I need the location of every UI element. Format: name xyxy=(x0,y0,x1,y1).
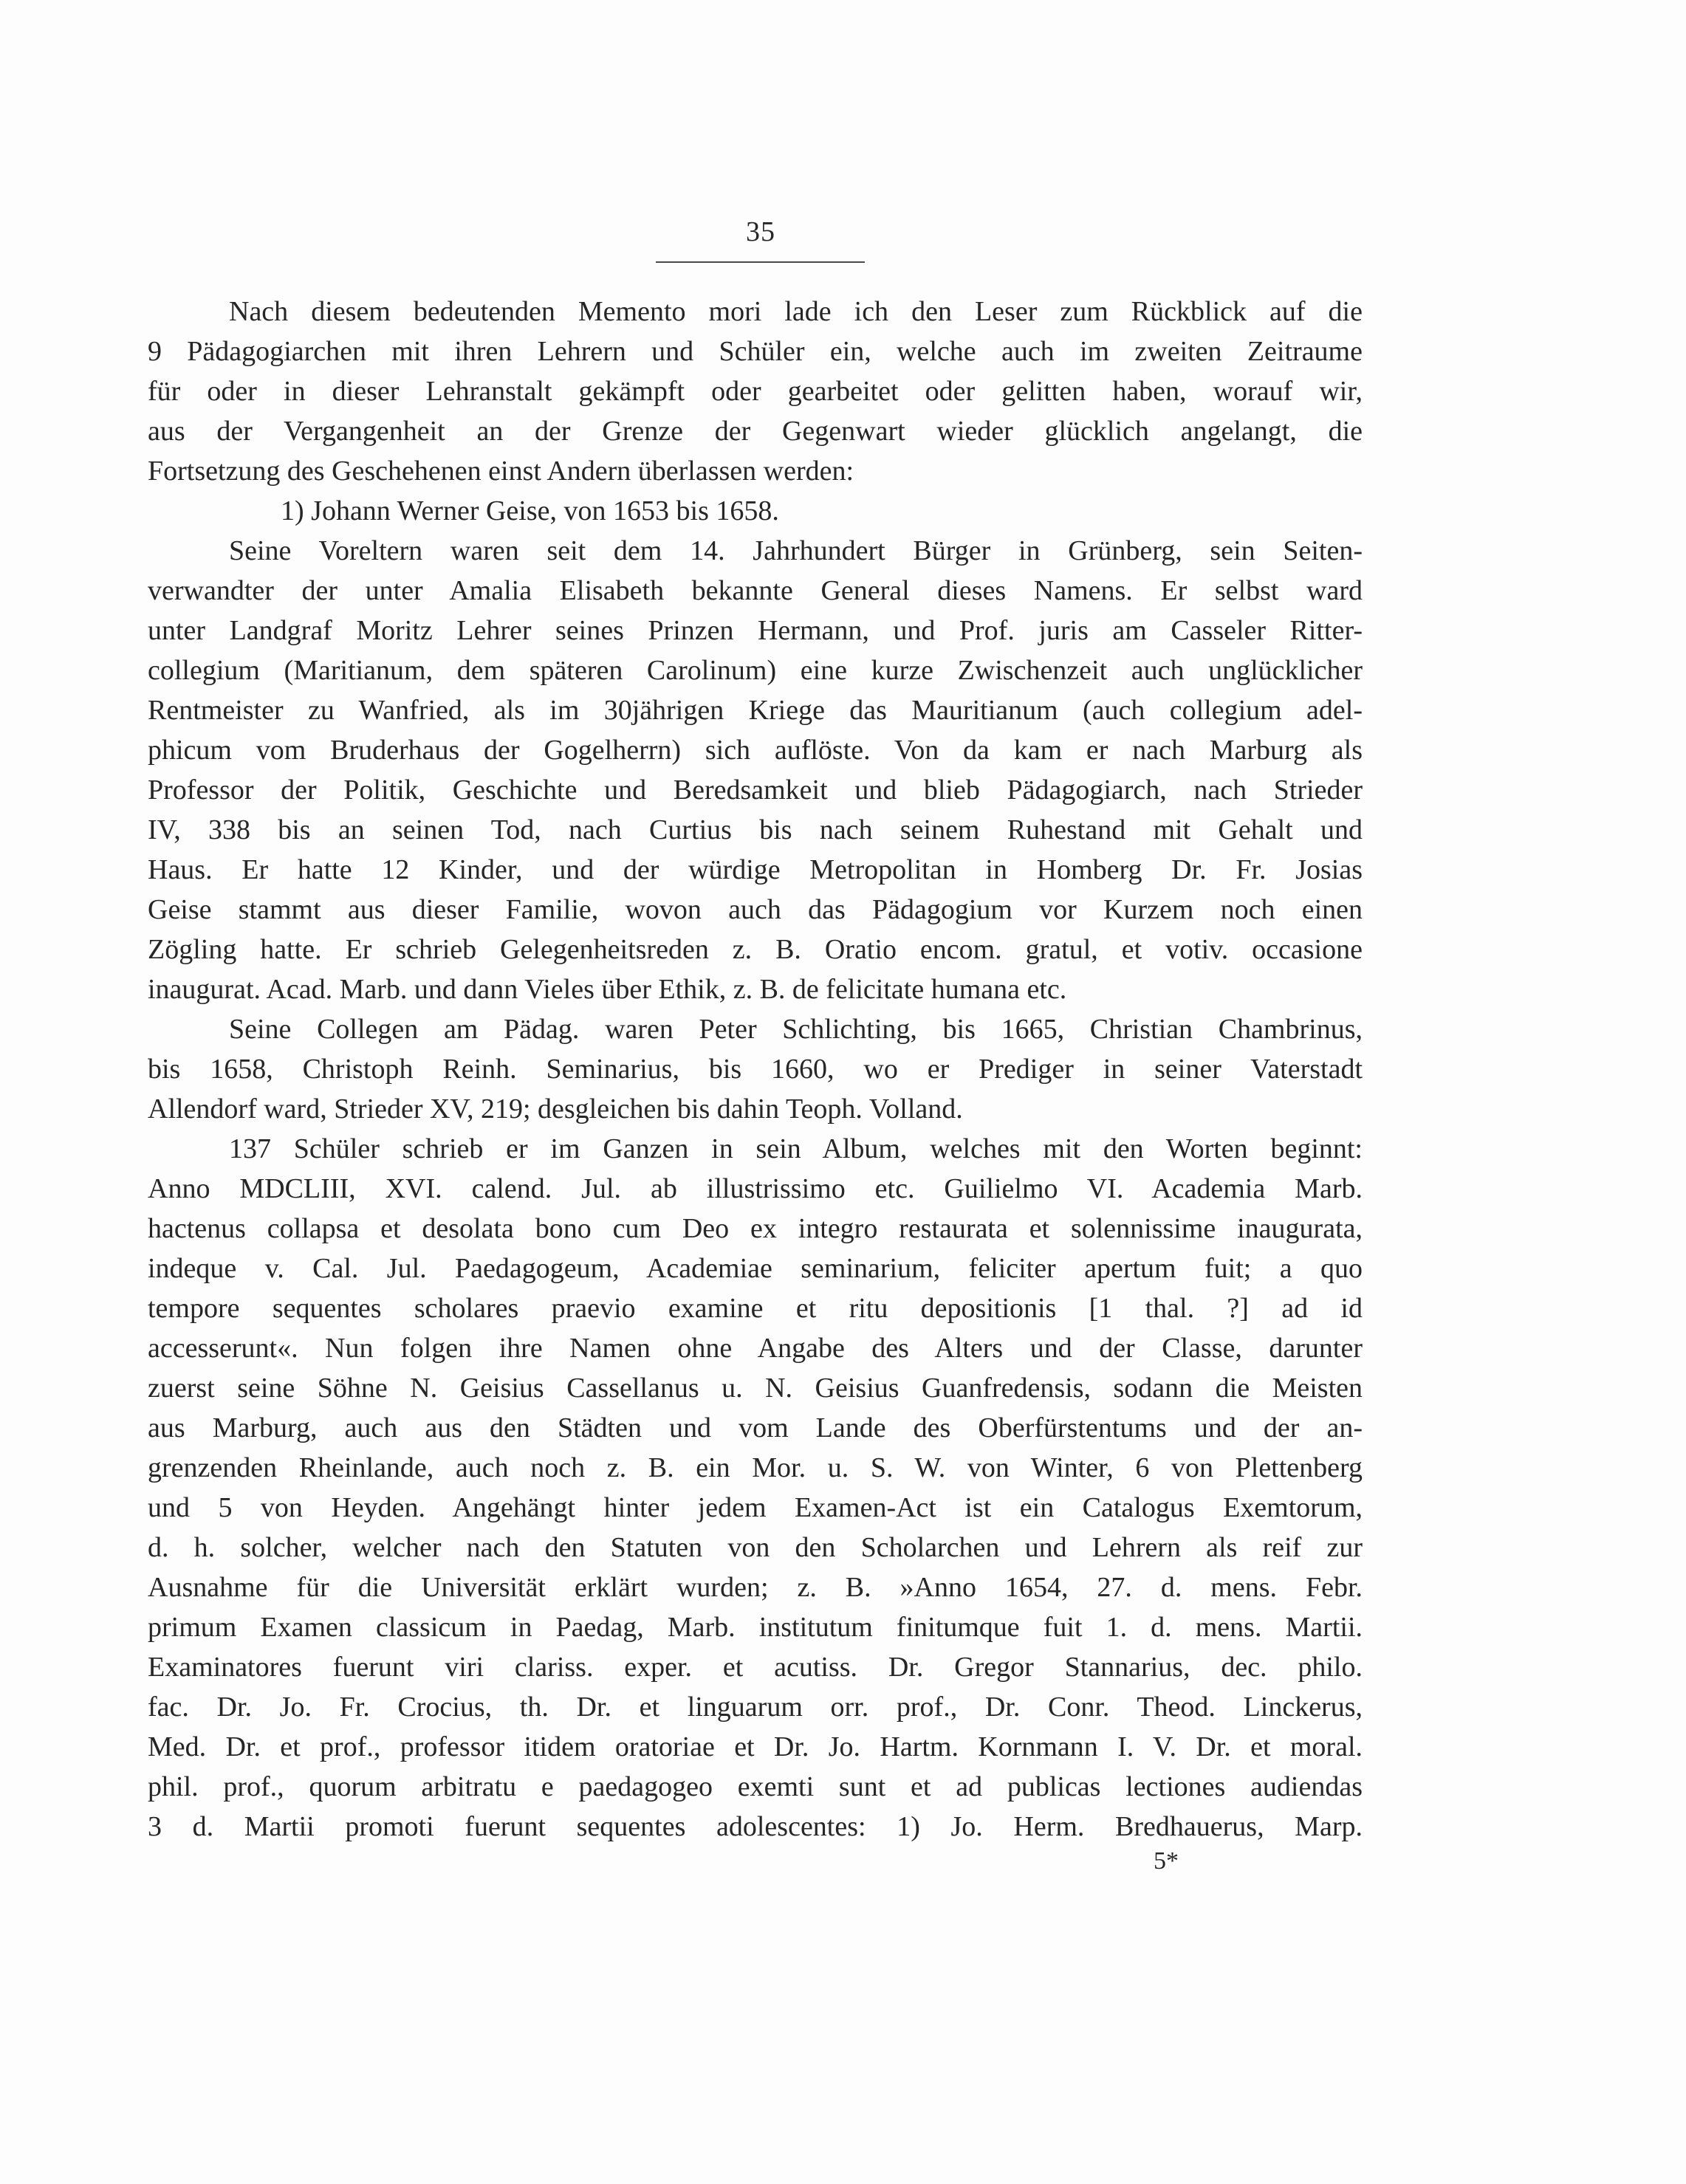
text-line: Zögling hatte. Er schrieb Gelegenheitsreden z. B. Oratio encom. gratul, et votiv. occasione xyxy=(148,934,1363,965)
text-line: d. h. solcher, welcher nach den Statuten von den Scholarchen und Lehrern als reif zur xyxy=(148,1532,1363,1563)
text-line: Examinatores fuerunt viri clariss. exper. et acutiss. Dr. Gregor Stannarius, dec. philo. xyxy=(148,1652,1363,1683)
text-line: Rentmeister zu Wanfried, als im 30jährigen Kriege das Mauritianum (auch collegium adel- xyxy=(148,695,1363,726)
header-rule xyxy=(656,261,865,263)
text-line: Ausnahme für die Universität erklärt wurden; z. B. »Anno 1654, 27. d. mens. Febr. xyxy=(148,1572,1363,1603)
text-line: Seine Voreltern waren seit dem 14. Jahrhundert Bürger in Grünberg, sein Seiten- xyxy=(229,535,1363,566)
text-line: Med. Dr. et prof., professor itidem oratoriae et Dr. Jo. Hartm. Kornmann I. V. Dr. et moral. xyxy=(148,1731,1363,1762)
text-line: phicum vom Bruderhaus der Gogelherrn) sich auflöste. Von da kam er nach Marburg als xyxy=(148,735,1363,766)
text-line: Seine Collegen am Pädag. waren Peter Schlichting, bis 1665, Christian Chambrinus, xyxy=(229,1014,1363,1045)
text-line: 137 Schüler schrieb er im Ganzen in sein Album, welches mit den Worten beginnt: xyxy=(229,1133,1363,1164)
text-line: fac. Dr. Jo. Fr. Crocius, th. Dr. et linguarum orr. prof., Dr. Conr. Theod. Linckerus, xyxy=(148,1692,1363,1723)
text-line: grenzenden Rheinlande, auch noch z. B. ein Mor. u. S. W. von Winter, 6 von Plettenberg xyxy=(148,1452,1363,1483)
text-line: phil. prof., quorum arbitratu e paedagogeo exemti sunt et ad publicas lectiones audiendas xyxy=(148,1771,1363,1802)
text-line: accesserunt«. Nun folgen ihre Namen ohne Angabe des Alters und der Classe, darunter xyxy=(148,1333,1363,1364)
text-line: und 5 von Heyden. Angehängt hinter jedem Examen-Act ist ein Catalogus Exemtorum, xyxy=(148,1492,1363,1523)
text-line: 3 d. Martii promoti fuerunt sequentes adolescentes: 1) Jo. Herm. Bredhauerus, Marp. xyxy=(148,1811,1363,1842)
text-line: inaugurat. Acad. Marb. und dann Vieles über Ethik, z. B. de felicitate humana etc. xyxy=(148,974,1067,1005)
page-number: 35 xyxy=(746,216,775,247)
text-line: Geise stammt aus dieser Familie, wovon auch das Pädagogium vor Kurzem noch einen xyxy=(148,894,1363,925)
text-line: aus Marburg, auch aus den Städten und vom Lande des Oberfürstentums und der an- xyxy=(148,1412,1363,1443)
text-line: indeque v. Cal. Jul. Paedagogeum, Academiae seminarium, feliciter apertum fuit; a quo xyxy=(148,1253,1363,1284)
text-line: tempore sequentes scholares praevio examine et ritu depositionis [1 thal. ?] ad id xyxy=(148,1293,1363,1324)
text-line: aus der Vergangenheit an der Grenze der Gegenwart wieder glücklich angelangt, die xyxy=(148,416,1363,447)
text-line: primum Examen classicum in Paedag, Marb. institutum finitumque fuit 1. d. mens. Martii. xyxy=(148,1612,1363,1643)
text-line: Anno MDCLIII, XVI. calend. Jul. ab illustrissimo etc. Guilielmo VI. Academia Marb. xyxy=(148,1173,1363,1204)
text-line: für oder in dieser Lehranstalt gekämpft oder gearbeitet oder gelitten haben, worauf wir, xyxy=(148,376,1363,407)
text-line: verwandter der unter Amalia Elisabeth bekannte General dieses Namens. Er selbst ward xyxy=(148,575,1363,606)
text-line: 9 Pädagogiarchen mit ihren Lehrern und Schüler ein, welche auch im zweiten Zeitraume xyxy=(148,336,1363,367)
text-line: Fortsetzung des Geschehenen einst Andern überlassen werden: xyxy=(148,456,854,487)
text-line: zuerst seine Söhne N. Geisius Cassellanus u. N. Geisius Guanfredensis, sodann die Meisten xyxy=(148,1373,1363,1404)
body-text xyxy=(148,292,1363,1847)
text-line: collegium (Maritianum, dem späteren Carolinum) eine kurze Zwischenzeit auch unglücklicher xyxy=(148,655,1363,686)
section-heading: 1) Johann Werner Geise, von 1653 bis 1658. xyxy=(281,495,779,526)
text-line: IV, 338 bis an seinen Tod, nach Curtius bis nach seinem Ruhestand mit Gehalt und xyxy=(148,814,1363,845)
text-line: hactenus collapsa et desolata bono cum Deo ex integro restaurata et solennissime inaugurata, xyxy=(148,1213,1363,1244)
text-line: Haus. Er hatte 12 Kinder, und der würdige Metropolitan in Homberg Dr. Fr. Josias xyxy=(148,854,1363,885)
signature-mark: 5* xyxy=(1154,1847,1179,1875)
text-line: Allendorf ward, Strieder XV, 219; desgleichen bis dahin Teoph. Volland. xyxy=(148,1093,963,1124)
text-line: unter Landgraf Moritz Lehrer seines Prinzen Hermann, und Prof. juris am Casseler Ritter- xyxy=(148,615,1363,646)
text-line: Nach diesem bedeutenden Memento mori lade ich den Leser zum Rückblick auf die xyxy=(229,296,1363,327)
text-line: bis 1658, Christoph Reinh. Seminarius, bis 1660, wo er Prediger in seiner Vaterstadt xyxy=(148,1054,1363,1085)
text-line: Professor der Politik, Geschichte und Beredsamkeit und blieb Pädagogiarch, nach Strieder xyxy=(148,775,1363,806)
